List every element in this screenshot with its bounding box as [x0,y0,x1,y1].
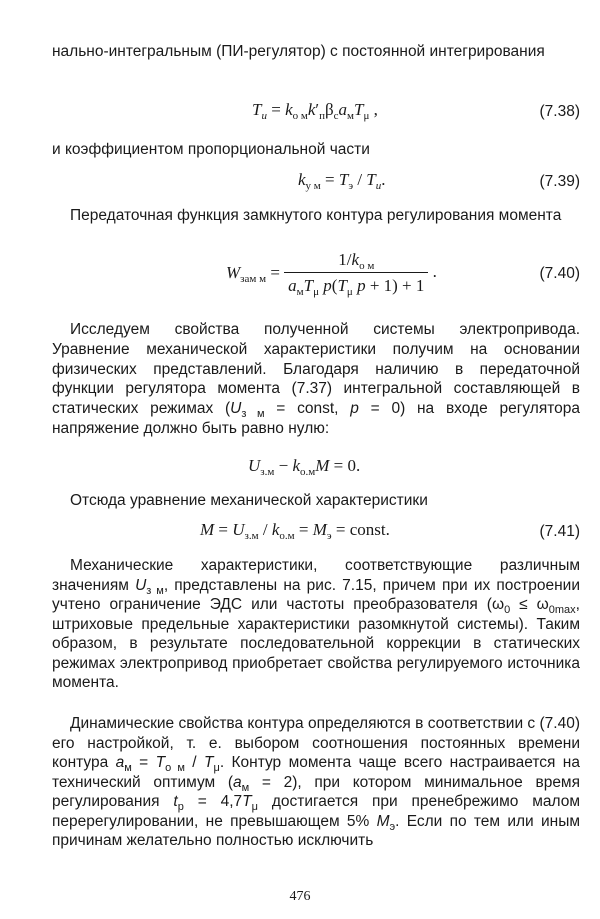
formula-7-41-number: (7.41) [539,523,580,540]
formula-7-39 [52,170,580,198]
formula-7-38-expression: $T_и = k_{о м}k'_п\beta_сa_мT_\mu$ , [252,100,378,122]
paragraph-hence: Отсюда уравнение механической характеристики [70,492,428,509]
paragraph-transfer-function: Передаточная функция замкнутого контура регулирования момента [70,207,562,224]
formula-7-38-number: (7.38) [539,103,580,120]
formula-zero-input [52,456,580,484]
paragraph-properties: Исследуем свойства полученной системы электропривода. Уравнение механической характеристики получим на основании физических представлений. Благодаря наличию в передаточной функции регулятора момента (7.37) интегральной составляющей в статических режимах ($U_{з м}$ = const, p = 0) на входе регулятора напряжение должно быть равно нулю: [52,321,581,437]
page-number: 476 [289,889,311,904]
formula-zero-input-expression: $U_{з.м} - k_{о.м}M = 0$. [248,456,361,478]
formula-7-40 [52,250,580,302]
formula-7-39-expression: $k_{у м} = T_э / T_и$. [298,170,386,192]
formula-7-38 [52,100,580,128]
paragraph-coefficient: и коэффициентом пропорциональной части [52,141,370,158]
formula-7-41 [52,520,580,548]
formula-7-41-expression: $M = U_{з.м} / k_{о.м} = M_э$ = const. [200,520,390,542]
paragraph-characteristics: Механические характеристики, соответствующие различным значениям $U_{з м}$, представлены на рис. 7.15, причем при их построении учтено ограничение ЭДС или частоты преобразователя ($\omega_0 \le \omega_{0max}$, штриховые предельные характеристики разомкнутой системы). Таким образом, в результате последовательной коррекции в статических режимах электропривод приобретает свойства регулируемого источника момента. [52,557,581,691]
formula-7-40-number: (7.40) [539,265,580,282]
formula-7-40-expression: $W_{зам м}$ = $\frac{1/k_{о м}}{a_мT_\mu p(T_\mu p + 1) + 1}$ . [226,250,437,298]
paragraph-dynamics: Динамические свойства контура определяются в соответствии с (7.40) его настройкой, т. е. выбором соотношения постоянных времени контура $a_м = T_{о м} / T_\mu$. Контур момента чаще всего настраивается на технический оптимум $(a_м = 2)$, при котором минимальное время регулирования $t_р = 4,7T_\mu$ достигается при пренебрежимо малом перерегулировании, не превышающем 5% $M_э$. Если по тем или иным причинам желательно полностью исключить [52,715,580,849]
paragraph-intro: нально-интегральным (ПИ-регулятор) с постоянной интегрирования [52,43,545,60]
formula-7-39-number: (7.39) [539,173,580,190]
